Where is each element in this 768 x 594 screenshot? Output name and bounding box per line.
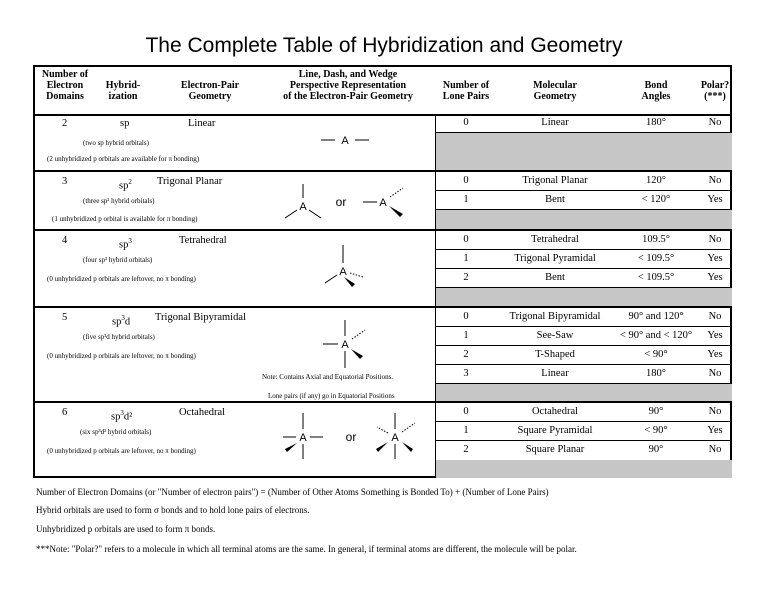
or-label: or	[345, 430, 357, 444]
gray-filler	[436, 384, 732, 401]
header-lone-pairs: Number of Lone Pairs	[442, 80, 490, 102]
footnote-hybrid: Hybrid orbitals are used to form σ bonds and to hold lone pairs of electrons.	[36, 505, 310, 515]
header-line-dash-wedge: Line, Dash, and Wedge Perspective Representation of the Electron-Pair Geometry	[283, 69, 413, 102]
orbital-note: (six sp³d² hybrid orbitals)	[80, 428, 152, 436]
svg-text:A: A	[339, 266, 347, 278]
orbital-note: (two sp hybrid orbitals)	[83, 139, 149, 147]
svg-text:A: A	[379, 197, 387, 209]
domain-count: 6	[62, 407, 68, 418]
table-row: 0 Trigonal Planar 120° No	[436, 172, 732, 191]
table-row: 3 Linear 180° No	[436, 365, 732, 384]
table-row: 2 Square Planar 90° No	[463, 444, 722, 455]
electron-pair-geometry: Tetrahedral	[179, 235, 227, 246]
orbital-note: (three sp² hybrid orbitals)	[83, 197, 155, 205]
table-row: 1 Trigonal Pyramidal < 109.5° Yes	[436, 250, 732, 269]
domain-count: 4	[62, 235, 68, 246]
page-title: The Complete Table of Hybridization and Geometry	[145, 34, 623, 57]
hybridization: $sp^3$	[119, 237, 132, 251]
group-rows	[436, 403, 732, 478]
electron-pair-geometry: Linear	[188, 118, 216, 129]
hybridization-table	[33, 65, 732, 478]
table-row: 1 See-Saw < 90° and < 120° Yes	[436, 327, 732, 346]
axial-equatorial-note: Note: Contains Axial and Equatorial Positions.	[262, 373, 394, 381]
column-divider	[435, 114, 436, 478]
domain-count: 2	[62, 118, 68, 129]
header-electron-pair-geometry: Electron-Pair Geometry	[180, 80, 240, 102]
hybridization: $sp^3d$	[112, 314, 131, 328]
orbital-note: (four sp³ hybrid orbitals)	[83, 256, 153, 264]
unhybridized-note: (1 unhybridized p orbital is available for π bonding)	[52, 215, 198, 223]
central-atom-label: A	[341, 135, 349, 147]
gray-filler	[436, 133, 732, 170]
group-rows	[436, 308, 732, 403]
unhybridized-note: (2 unhybridized p orbitals are available for π bonding)	[47, 155, 200, 163]
svg-text:A: A	[341, 339, 349, 351]
group-2-domains	[35, 114, 730, 172]
header-bond-angles: Bond Angles	[641, 80, 671, 102]
table-row: 0 Octahedral 90° No	[436, 403, 732, 422]
table-row: 0 Tetrahedral 109.5° No	[436, 231, 732, 250]
group-rows	[436, 231, 732, 308]
table-row: 0 Linear 180° No	[436, 114, 732, 133]
orbital-note: (five sp³d hybrid orbitals)	[83, 333, 155, 341]
group-3-domains	[35, 172, 730, 231]
gray-filler	[436, 460, 732, 478]
hybridization: $sp^3d^2$	[111, 409, 133, 423]
table-row: 1 Bent < 120° Yes	[436, 191, 732, 210]
group-6-domains	[35, 403, 730, 478]
table-row: 1 Square Pyramidal < 90° Yes	[436, 422, 732, 441]
trigonal-planar-drawing	[279, 178, 434, 222]
svg-text:A: A	[299, 201, 307, 213]
electron-pair-geometry: Octahedral	[179, 407, 226, 418]
header-molecular-geometry: Molecular Geometry	[533, 80, 577, 102]
footnote-polar: ***Note: "Polar?" refers to a molecule in which all terminal atoms are the same. In general, if terminal atoms are different, the molecule will be polar.	[36, 544, 577, 554]
octahedral-drawing	[275, 411, 425, 461]
hybridization: $sp^2$	[119, 178, 132, 192]
group-rows	[436, 114, 732, 172]
lone-pair-position-note: Lone pairs (if any) go in Equatorial Positions	[268, 392, 395, 400]
unhybridized-note: (0 unhybridized p orbitals are leftover, no π bonding)	[47, 447, 196, 455]
header-polar: Polar? (***)	[700, 80, 730, 102]
svg-text:A: A	[299, 432, 307, 444]
or-label: or	[335, 195, 347, 209]
linear-structure-drawing	[315, 126, 375, 156]
svg-text:A: A	[391, 432, 399, 444]
footnote-domains: Number of Electron Domains (or "Number of electron pairs") = (Number of Other Atoms Something is Bonded To) + (Number of Lone Pairs)	[36, 487, 549, 497]
group-5-domains	[35, 308, 730, 403]
group-rows	[436, 172, 732, 231]
footnote-unhybridized: Unhybridized p orbitals are used to form π bonds.	[36, 524, 216, 534]
unhybridized-note: (0 unhybridized p orbitals are leftover, no π bonding)	[47, 275, 196, 283]
domain-count: 3	[62, 176, 68, 187]
electron-pair-geometry: Trigonal Planar	[157, 176, 223, 187]
group-4-domains	[35, 231, 730, 308]
electron-pair-geometry: Trigonal Bipyramidal	[155, 312, 246, 323]
table-header	[35, 67, 730, 116]
header-domains: Number of Electron Domains	[41, 69, 89, 102]
tetrahedral-drawing	[319, 243, 379, 289]
gray-filler	[436, 210, 732, 229]
table-row: 0 Trigonal Bipyramidal 90° and 120° No	[436, 308, 732, 327]
table-row: 2 T-Shaped < 90° Yes	[436, 346, 732, 365]
hybridization: sp	[120, 118, 130, 129]
trigonal-bipyramidal-drawing	[317, 318, 377, 370]
header-hybridization: Hybrid- ization	[105, 80, 141, 102]
domain-count: 5	[62, 312, 68, 323]
gray-filler	[436, 288, 732, 306]
unhybridized-note: (0 unhybridized p orbitals are leftover, no π bonding)	[47, 352, 196, 360]
table-row: 2 Bent < 109.5° Yes	[436, 269, 732, 288]
